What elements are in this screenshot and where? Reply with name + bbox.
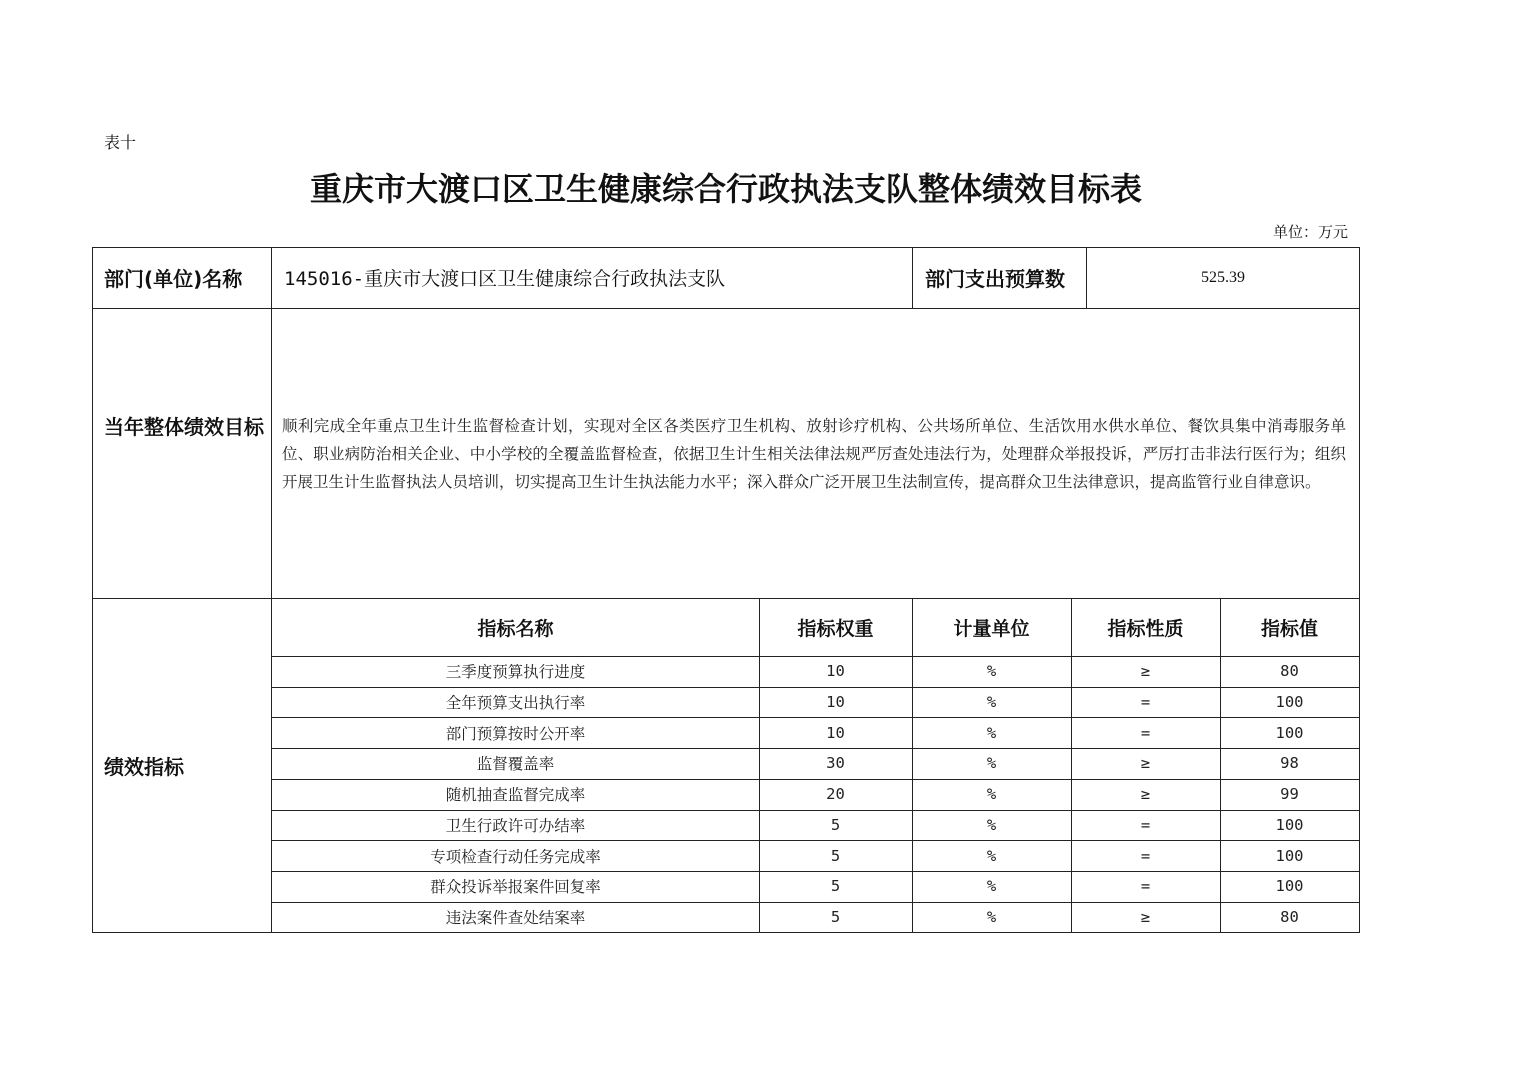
indicator-cell-col-value: 98 [1280, 754, 1299, 773]
indicator-cell-col-value: 80 [1280, 662, 1299, 681]
indicator-cell-col-name: 群众投诉举报案件回复率 [430, 878, 601, 897]
budget-label: 部门支出预算数 [925, 267, 1065, 291]
table-number-label: 表十 [104, 133, 137, 152]
indicator-header-col-unit: 计量单位 [953, 618, 1030, 640]
indicator-cell-col-nature: ≥ [1140, 907, 1151, 926]
indicator-cell-col-name: 违法案件查处结案率 [445, 908, 586, 927]
indicator-cell-col-weight: 5 [830, 846, 841, 865]
indicator-cell-col-name: 专项检查行动任务完成率 [430, 847, 601, 866]
goal-label: 当年整体绩效目标 [104, 415, 264, 439]
page-title: 重庆市大渡口区卫生健康综合行政执法支队整体绩效目标表 [309, 170, 1142, 208]
indicator-cell-col-name: 卫生行政许可办结率 [445, 816, 586, 835]
indicator-cell-col-weight: 5 [830, 907, 841, 926]
indicator-cell-col-nature: = [1140, 723, 1151, 742]
indicator-cell-col-weight: 10 [826, 662, 845, 681]
indicator-cell-col-weight: 10 [826, 723, 845, 742]
indicator-cell-col-nature: ≥ [1140, 662, 1151, 681]
indicator-cell-col-unit: % [986, 693, 997, 712]
border-right [1359, 247, 1360, 933]
indicator-header-col-value: 指标值 [1260, 618, 1318, 640]
indicator-cell-col-unit: % [986, 754, 997, 773]
indicator-cell-col-weight: 5 [830, 877, 841, 896]
indicator-header-col-nature: 指标性质 [1107, 618, 1184, 640]
indicator-cell-col-unit: % [986, 662, 997, 681]
indicator-cell-col-value: 100 [1275, 877, 1304, 896]
dept-name-label: 部门(单位)名称 [104, 267, 243, 291]
indicator-cell-col-name: 三季度预算执行进度 [445, 663, 586, 682]
indicator-header-col-weight: 指标权重 [797, 618, 874, 640]
indicator-cell-col-value: 100 [1275, 693, 1304, 712]
indicator-cell-col-nature: ≥ [1140, 785, 1151, 804]
indicator-cell-col-unit: % [986, 846, 997, 865]
indicator-cell-col-weight: 30 [826, 754, 845, 773]
indicator-cell-col-value: 99 [1280, 785, 1299, 804]
indicator-cell-col-nature: ≥ [1140, 754, 1151, 773]
budget-value: 525.39 [1201, 268, 1245, 286]
indicator-cell-col-weight: 20 [826, 785, 845, 804]
indicator-header-col-name: 指标名称 [477, 618, 554, 640]
indicator-cell-col-weight: 5 [830, 815, 841, 834]
indicator-cell-col-unit: % [986, 815, 997, 834]
indicator-cell-col-nature: = [1140, 815, 1151, 834]
indicator-cell-col-value: 100 [1275, 815, 1304, 834]
indicator-cell-col-unit: % [986, 907, 997, 926]
indicator-cell-col-value: 100 [1275, 723, 1304, 742]
indicator-cell-col-weight: 10 [826, 693, 845, 712]
performance-table [92, 247, 1360, 933]
indicator-cell-col-nature: = [1140, 846, 1151, 865]
divider-budget-label [912, 247, 913, 308]
indicator-cell-col-value: 80 [1280, 907, 1299, 926]
unit-label: 单位：万元 [1272, 223, 1348, 241]
dept-name-value: 145016-重庆市大渡口区卫生健康综合行政执法支队 [284, 268, 726, 290]
indicator-cell-col-name: 监督覆盖率 [476, 755, 555, 774]
indicator-cell-col-nature: = [1140, 693, 1151, 712]
goal-text: 顺利完成全年重点卫生计生监督检查计划，实现对全区各类医疗卫生机构、放射诊疗机构、公共场所单位、生活饮用水供水单位、餐饮具集中消毒服务单位、职业病防治相关企业、中小学校的全覆盖监督检查，依据卫生计生相关法律法规严厉查处违法行为，处理群众举报投诉，严厉打击非法行医行为；组织开展卫生计生监督执法人员培训，切实提高卫生计生执法能力水平；深入群众广泛开展卫生法制宣传，提高群众卫生法律意识，提高监管行业自律意识。 [282, 416, 1346, 491]
indicator-cell-col-unit: % [986, 785, 997, 804]
indicator-cell-col-name: 部门预算按时公开率 [445, 724, 586, 743]
indicators-label: 绩效指标 [104, 755, 184, 779]
indicator-cell-col-unit: % [986, 877, 997, 896]
border-left [92, 247, 93, 933]
indicator-cell-col-nature: = [1140, 877, 1151, 896]
indicator-cell-col-name: 全年预算支出执行率 [445, 694, 586, 713]
indicator-cell-col-value: 100 [1275, 846, 1304, 865]
indicator-cell-col-unit: % [986, 723, 997, 742]
indicator-cell-col-name: 随机抽查监督完成率 [445, 786, 586, 805]
